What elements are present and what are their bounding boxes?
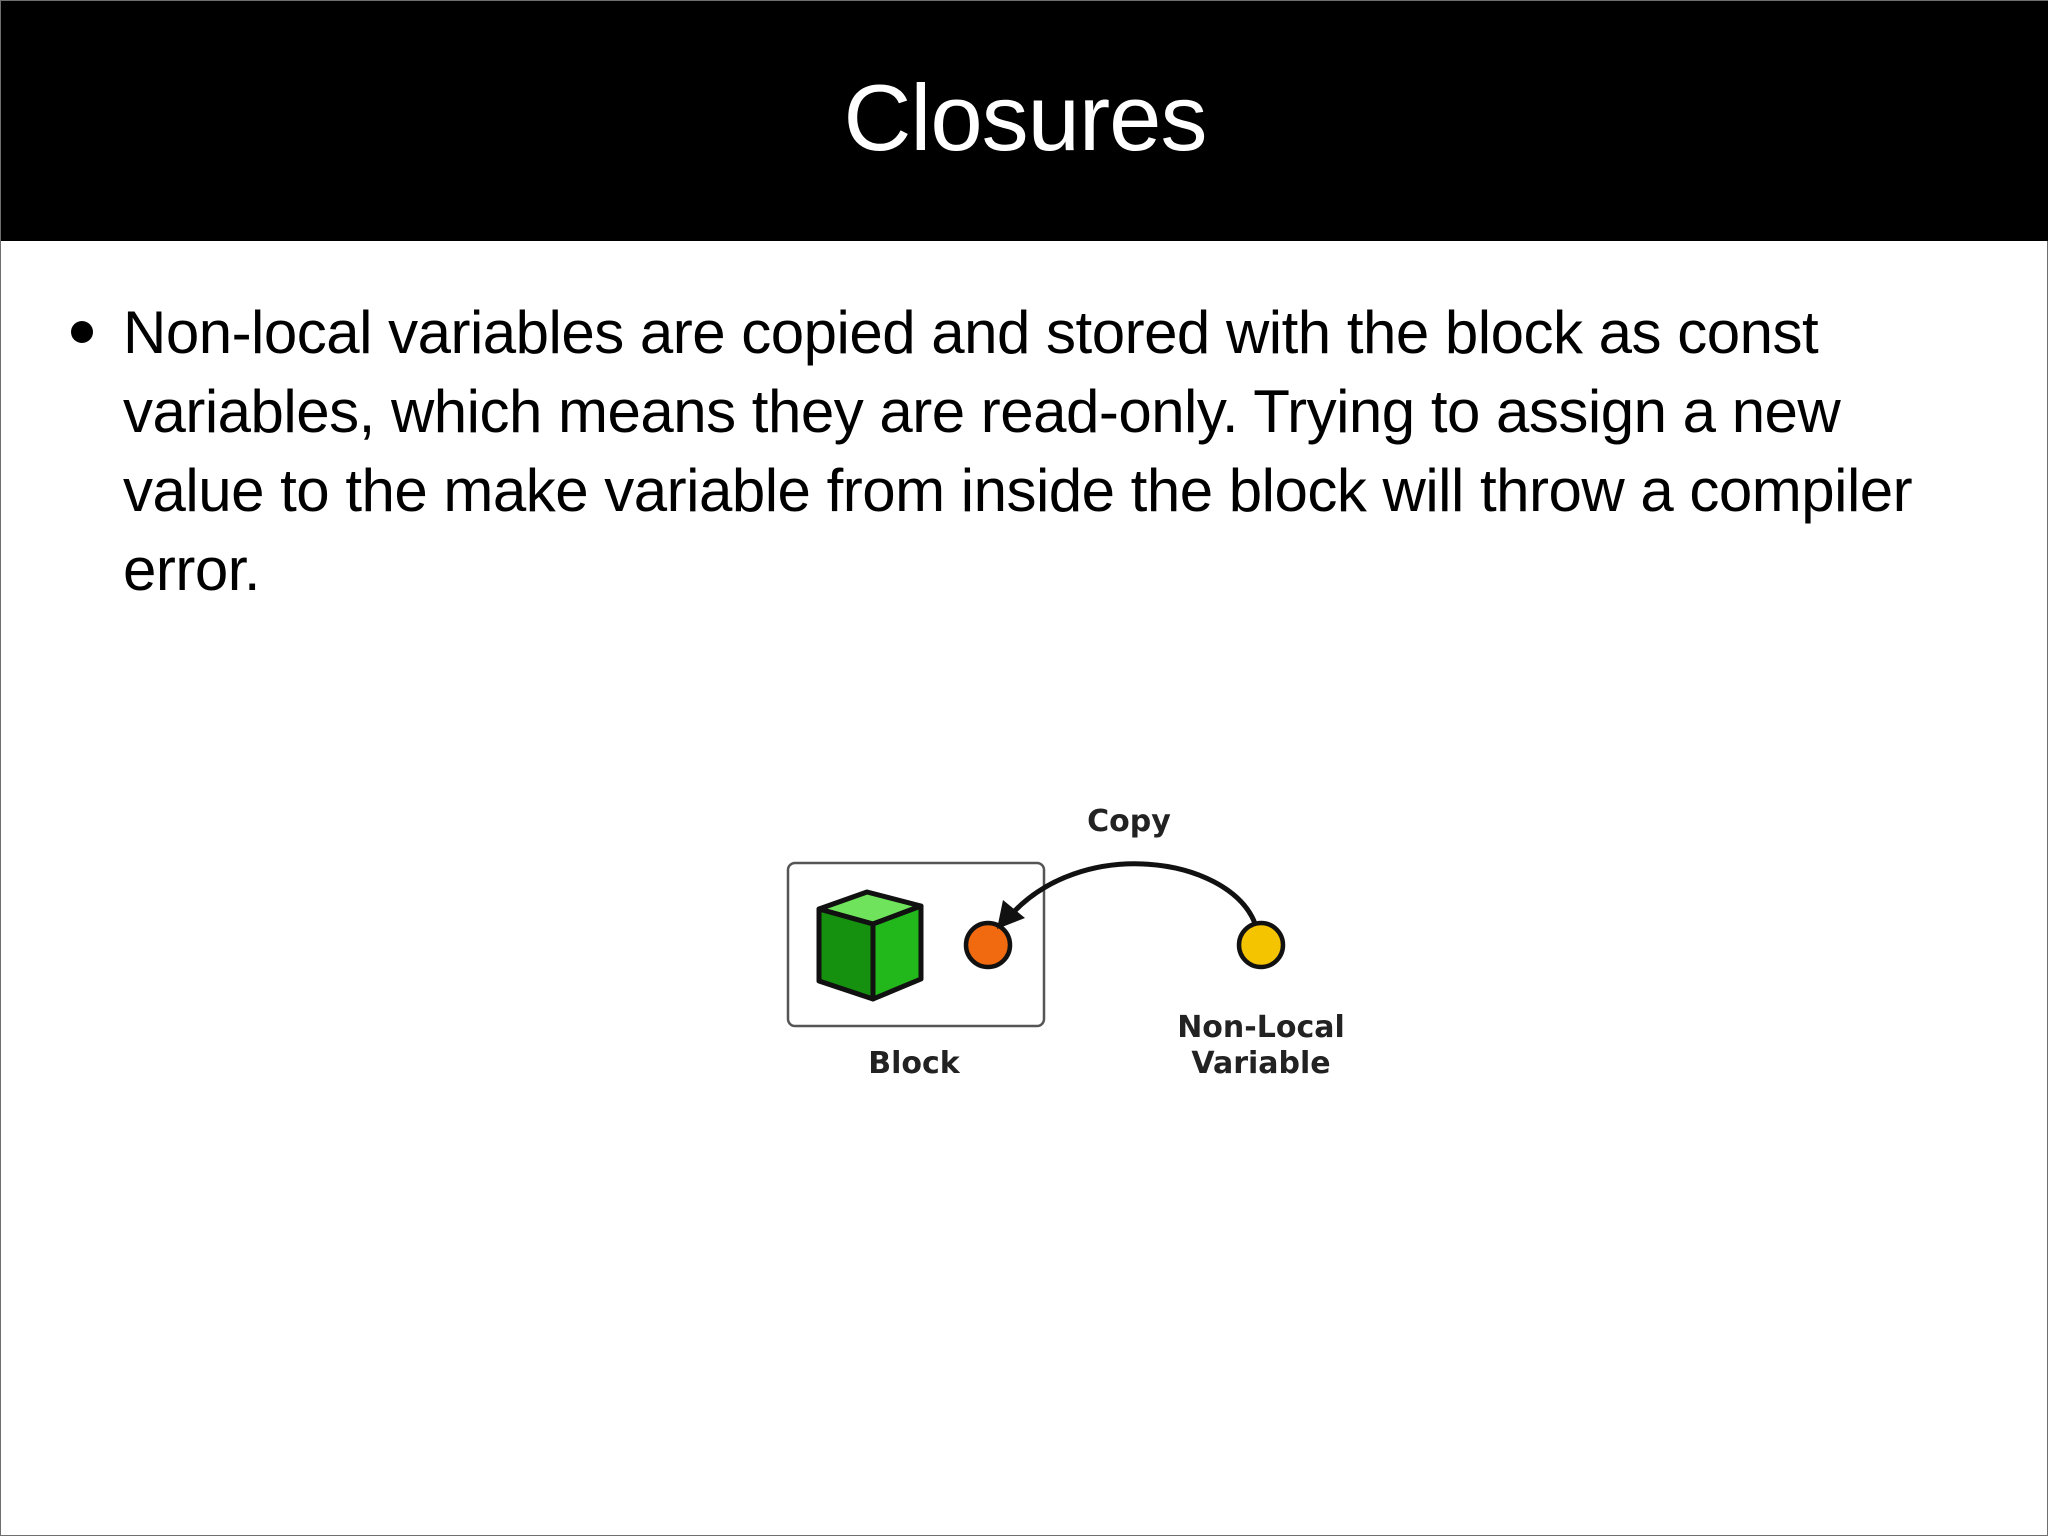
slide-title: Closures [843,65,1207,170]
title-bar [1,1,2048,241]
diagram-svg [771,791,1361,1111]
block-label: Block [868,1046,960,1081]
bullet-dot-icon [71,321,93,343]
copied-variable-icon [966,923,1010,967]
nonlocal-label-line2: Variable [1191,1046,1331,1081]
bullet-list [65,293,1965,609]
closure-copy-diagram [771,791,1361,1111]
bullet-item [65,293,1965,609]
copy-arrow [1009,864,1254,921]
cube-icon [819,892,921,999]
cube-left-face [819,909,873,999]
copy-label: Copy [1087,804,1171,839]
nonlocal-label-line1: Non-Local [1177,1010,1345,1045]
bullet-text: Non-local variables are copied and stored with the block as const variables, which means they are read-only. Trying to assign a new value to the make variable from inside the block will throw a compiler error. [123,299,1913,603]
nonlocal-variable-icon [1239,923,1283,967]
